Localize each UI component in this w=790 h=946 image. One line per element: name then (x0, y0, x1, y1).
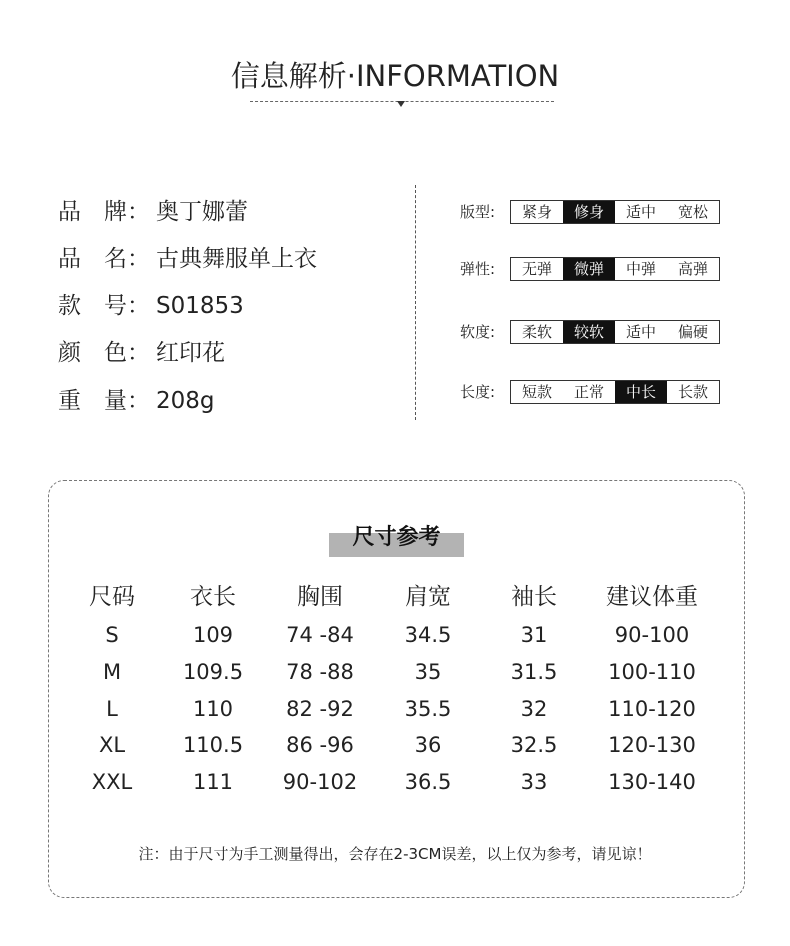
info-label: 品 名： (58, 246, 150, 272)
table-cell: 31.5 (510, 660, 558, 684)
table-cell: 110 (192, 697, 234, 721)
table-header-cell: 建议体重 (606, 584, 698, 610)
table-cell: 86 -96 (286, 733, 354, 757)
info-label: 颜 色： (58, 340, 150, 366)
info-value: 红印花 (156, 340, 225, 366)
table-cell: M (102, 660, 122, 684)
attr-elasticity (460, 257, 720, 281)
table-header-cell: 胸围 (297, 584, 343, 610)
table-cell: 36.5 (404, 770, 452, 794)
table-cell: 130-140 (608, 770, 696, 794)
table-cell: 110-120 (608, 697, 696, 721)
table-cell: 34.5 (404, 623, 452, 647)
attr-length (460, 380, 720, 404)
info-row-weight (58, 382, 215, 414)
attr-label: 弹性: (460, 260, 496, 278)
scale-option: 短款 (511, 381, 563, 403)
size-chart-title: 尺寸参考 (352, 524, 441, 550)
scale-option: 紧身 (511, 201, 563, 223)
table-cell: 120-130 (608, 733, 696, 757)
page-title: 信息解析·INFORMATION (230, 59, 560, 93)
table-cell: 109.5 (182, 660, 244, 684)
table-header-cell: 袖长 (511, 584, 557, 610)
table-cell: 111 (192, 770, 234, 794)
info-label: 品 牌： (58, 199, 150, 225)
attr-scale (510, 320, 720, 344)
table-cell: 78 -88 (286, 660, 354, 684)
table-cell: 32 (520, 697, 548, 721)
table-header-cell: 衣长 (190, 584, 236, 610)
info-value: 奥丁娜蕾 (156, 199, 248, 225)
table-cell: 35 (414, 660, 442, 684)
attr-scale (510, 380, 720, 404)
table-cell: 100-110 (608, 660, 696, 684)
table-cell: S (105, 623, 119, 647)
table-header-cell: 肩宽 (405, 584, 451, 610)
info-label: 款 号： (58, 293, 150, 319)
scale-option: 中长 (615, 381, 667, 403)
attr-label: 软度: (460, 323, 496, 341)
table-cell: 74 -84 (286, 623, 354, 647)
scale-option: 修身 (563, 201, 615, 223)
attr-label: 长度: (460, 383, 496, 401)
scale-option: 偏硬 (667, 321, 719, 343)
attr-label: 版型: (460, 203, 496, 221)
info-row-style-number (58, 287, 244, 319)
table-cell: 109 (192, 623, 234, 647)
table-header-cell: 尺码 (89, 584, 135, 610)
attr-scale (510, 257, 720, 281)
size-note: 注：由于尺寸为手工测量得出，会存在2-3CM误差，以上仅为参考，请见谅！ (138, 845, 652, 863)
info-value: 208g (156, 388, 215, 414)
vertical-divider (415, 185, 416, 420)
scale-option: 较软 (563, 321, 615, 343)
info-value: 古典舞服单上衣 (156, 246, 317, 272)
table-cell: XXL (91, 770, 133, 794)
info-value: S01853 (156, 293, 244, 319)
table-cell: 32.5 (510, 733, 558, 757)
scale-option: 宽松 (667, 201, 719, 223)
scale-option: 长款 (667, 381, 719, 403)
table-cell: 35.5 (404, 697, 452, 721)
table-cell: 31 (520, 623, 548, 647)
attr-fit (460, 200, 720, 224)
scale-option: 适中 (615, 201, 667, 223)
attr-scale (510, 200, 720, 224)
table-cell: 90-100 (614, 623, 690, 647)
info-label: 重 量： (58, 388, 150, 414)
table-cell: 90-102 (282, 770, 358, 794)
info-row-color (58, 334, 225, 366)
table-cell: 82 -92 (286, 697, 354, 721)
table-cell: 33 (520, 770, 548, 794)
attr-softness (460, 320, 720, 344)
scale-option: 无弹 (511, 258, 563, 280)
table-cell: 110.5 (182, 733, 244, 757)
triangle-down-icon (397, 101, 405, 107)
scale-option: 中弹 (615, 258, 667, 280)
info-row-name (58, 240, 317, 272)
table-cell: 36 (414, 733, 442, 757)
table-cell: XL (98, 733, 126, 757)
scale-option: 适中 (615, 321, 667, 343)
info-row-brand (58, 193, 248, 225)
scale-option: 高弹 (667, 258, 719, 280)
scale-option: 柔软 (511, 321, 563, 343)
scale-option: 正常 (563, 381, 615, 403)
table-cell: L (106, 697, 118, 721)
scale-option: 微弹 (563, 258, 615, 280)
